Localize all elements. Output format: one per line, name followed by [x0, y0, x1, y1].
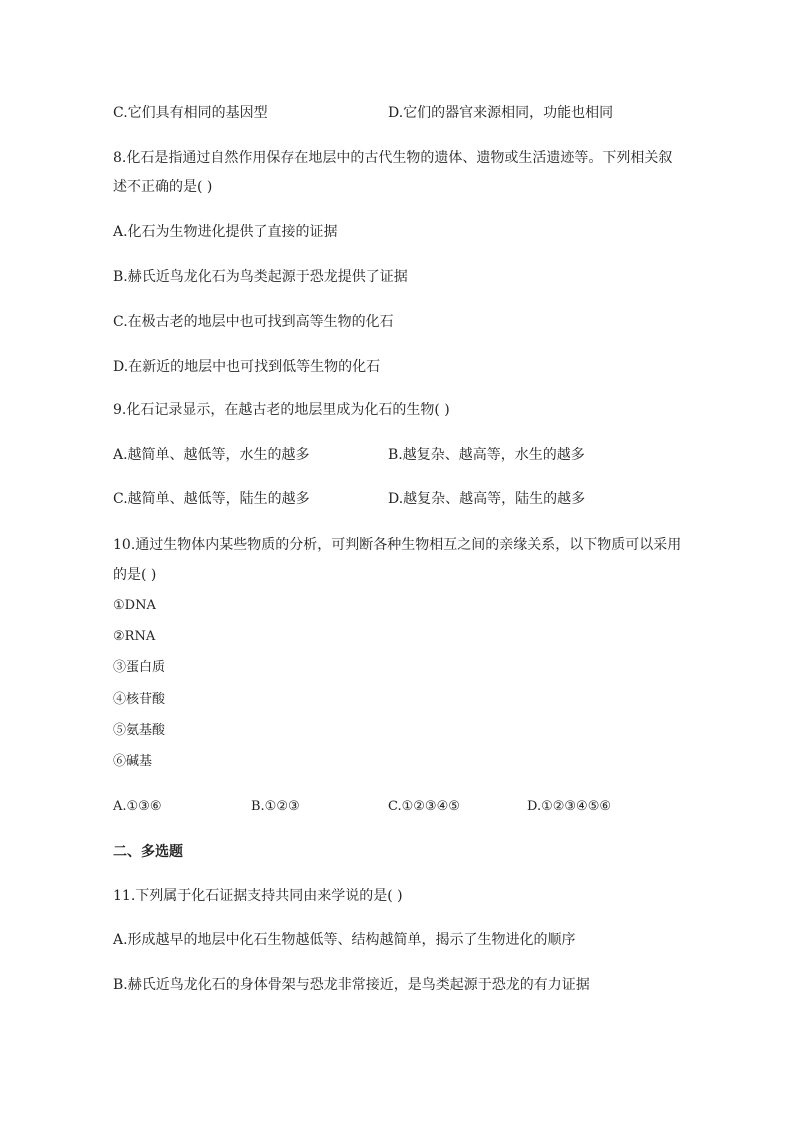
- q9-option-d: D.越复杂、越高等，陆生的越多: [388, 491, 586, 507]
- q10-item: ⑥碱基: [113, 754, 153, 769]
- q11-stem: 11.下列属于化石证据支持共同由来学说的是( ): [113, 888, 403, 904]
- q10-stem-line2: 的是( ): [113, 567, 157, 583]
- q9-option-c: C.越简单、越低等，陆生的越多: [113, 491, 310, 507]
- q10-option-d: D.①②③④⑤⑥: [527, 799, 612, 814]
- q7-option-d: D.它们的器官来源相同，功能也相同: [388, 105, 614, 121]
- q8-option-d: D.在新近的地层中也可找到低等生物的化石: [113, 359, 381, 375]
- q8-stem-line1: 8.化石是指通过自然作用保存在地层中的古代生物的遗体、遗物或生活遗迹等。下列相关叙: [113, 150, 673, 166]
- q8-stem-line2: 述不正确的是( ): [113, 179, 213, 195]
- q11-option-b: B.赫氏近鸟龙化石的身体骨架与恐龙非常接近，是鸟类起源于恐龙的有力证据: [113, 977, 590, 993]
- q10-option-a: A.①③⑥: [113, 799, 162, 814]
- q9-option-a: A.越简单、越低等，水生的越多: [113, 447, 310, 463]
- section-title: 二、多选题: [113, 844, 183, 860]
- q9-option-b: B.越复杂、越高等，水生的越多: [388, 447, 585, 463]
- q10-option-c: C.①②③④⑤: [388, 799, 460, 814]
- q8-option-b: B.赫氏近鸟龙化石为鸟类起源于恐龙提供了证据: [113, 269, 408, 285]
- q10-item: ③蛋白质: [113, 660, 166, 675]
- q9-stem: 9.化石记录显示，在越古老的地层里成为化石的生物( ): [113, 402, 450, 418]
- q10-option-b: B.①②③: [251, 799, 300, 814]
- q10-item: ⑤氨基酸: [113, 723, 166, 738]
- q10-item: ①DNA: [113, 598, 156, 613]
- q10-item: ④核苷酸: [113, 692, 166, 707]
- q10-item: ②RNA: [113, 629, 156, 644]
- q8-option-c: C.在极古老的地层中也可找到高等生物的化石: [113, 314, 394, 330]
- q7-option-c: C.它们具有相同的基因型: [113, 105, 268, 121]
- q8-option-a: A.化石为生物进化提供了直接的证据: [113, 224, 338, 240]
- q11-option-a: A.形成越早的地层中化石生物越低等、结构越简单，揭示了生物进化的顺序: [113, 932, 576, 948]
- q10-stem-line1: 10.通过生物体内某些物质的分析，可判断各种生物相互之间的亲缘关系，以下物质可以采用: [113, 537, 682, 553]
